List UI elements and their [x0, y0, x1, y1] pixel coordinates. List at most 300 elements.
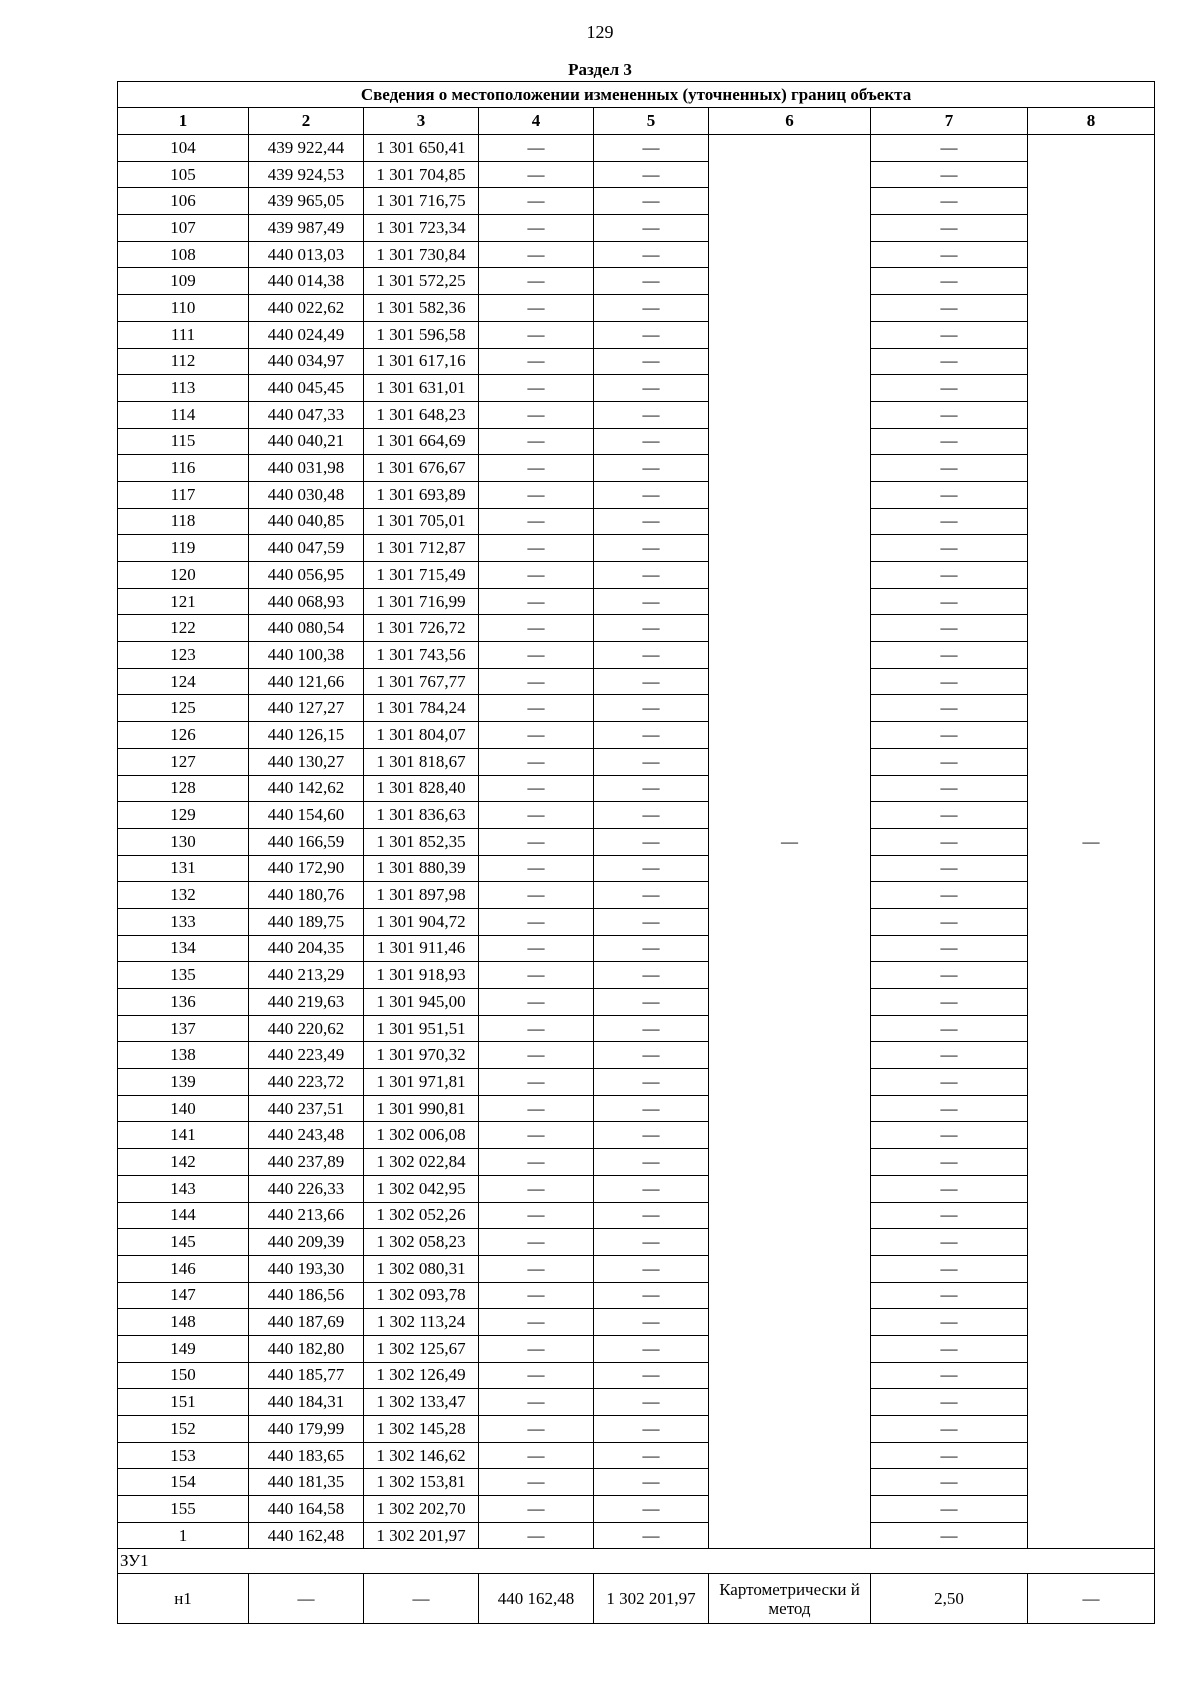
dash-cell: —	[479, 535, 594, 562]
point-number-cell: 136	[118, 989, 249, 1016]
point-number-cell: 141	[118, 1122, 249, 1149]
x-coordinate-cell: 440 031,98	[249, 455, 364, 482]
dash-cell: —	[479, 1175, 594, 1202]
column-number-4: 4	[479, 108, 594, 135]
y-coordinate-cell: 1 301 693,89	[364, 481, 479, 508]
last-row-cell-6: Картометрически й метод	[709, 1574, 871, 1624]
point-number-cell: 124	[118, 668, 249, 695]
x-coordinate-cell: 440 014,38	[249, 268, 364, 295]
dash-cell: —	[871, 828, 1028, 855]
point-number-cell: 134	[118, 935, 249, 962]
dash-cell: —	[871, 401, 1028, 428]
dash-cell: —	[479, 1362, 594, 1389]
table-row	[118, 1015, 1155, 1042]
dash-cell: —	[594, 161, 709, 188]
point-number-cell: 126	[118, 722, 249, 749]
table-row	[118, 1522, 1155, 1549]
x-coordinate-cell: 440 180,76	[249, 882, 364, 909]
table-row	[118, 642, 1155, 669]
dash-cell: —	[594, 1042, 709, 1069]
y-coordinate-cell: 1 301 676,67	[364, 455, 479, 482]
dash-cell: —	[479, 268, 594, 295]
dash-cell: —	[594, 989, 709, 1016]
dash-cell: —	[479, 428, 594, 455]
x-coordinate-cell: 440 154,60	[249, 802, 364, 829]
dash-cell: —	[594, 1229, 709, 1256]
dash-cell: —	[871, 1095, 1028, 1122]
y-coordinate-cell: 1 301 631,01	[364, 375, 479, 402]
y-coordinate-cell: 1 301 704,85	[364, 161, 479, 188]
point-number-cell: 130	[118, 828, 249, 855]
section-title: Раздел 3	[568, 60, 632, 79]
x-coordinate-cell: 440 030,48	[249, 481, 364, 508]
x-coordinate-cell: 440 162,48	[249, 1522, 364, 1549]
caption-row	[118, 82, 1155, 108]
y-coordinate-cell: 1 302 145,28	[364, 1416, 479, 1443]
point-number-cell: 110	[118, 295, 249, 322]
page-number: 129	[586, 22, 614, 42]
dash-cell: —	[479, 695, 594, 722]
dash-cell: —	[871, 428, 1028, 455]
table-row	[118, 775, 1155, 802]
x-coordinate-cell: 440 040,85	[249, 508, 364, 535]
dash-cell: —	[594, 855, 709, 882]
dash-cell: —	[479, 1389, 594, 1416]
dash-cell: —	[871, 1335, 1028, 1362]
point-number-cell: 140	[118, 1095, 249, 1122]
table-row	[118, 989, 1155, 1016]
table-row	[118, 1149, 1155, 1176]
table-row	[118, 908, 1155, 935]
point-number-cell: 146	[118, 1255, 249, 1282]
dash-cell: —	[479, 935, 594, 962]
dash-cell: —	[479, 1015, 594, 1042]
dash-cell: —	[871, 695, 1028, 722]
table-caption: Сведения о местоположении измененных (уточненных) границ объекта	[118, 82, 1155, 108]
dash-cell: —	[871, 1229, 1028, 1256]
point-number-cell: 150	[118, 1362, 249, 1389]
dash-cell: —	[594, 1069, 709, 1096]
dash-cell: —	[871, 295, 1028, 322]
x-coordinate-cell: 440 130,27	[249, 748, 364, 775]
dash-cell: —	[871, 1362, 1028, 1389]
dash-cell: —	[479, 321, 594, 348]
last-row-cell-4: 440 162,48	[479, 1574, 594, 1624]
y-coordinate-cell: 1 302 201,97	[364, 1522, 479, 1549]
dash-cell: —	[871, 668, 1028, 695]
dash-cell: —	[871, 1175, 1028, 1202]
point-number-cell: 105	[118, 161, 249, 188]
dash-cell: —	[479, 642, 594, 669]
table-row	[118, 321, 1155, 348]
dash-cell: —	[479, 1335, 594, 1362]
dash-cell: —	[594, 295, 709, 322]
dash-cell: —	[594, 882, 709, 909]
table-row	[118, 1069, 1155, 1096]
dash-cell: —	[479, 1416, 594, 1443]
dash-cell: —	[594, 642, 709, 669]
dash-cell: —	[871, 348, 1028, 375]
table-row	[118, 455, 1155, 482]
y-coordinate-cell: 1 301 743,56	[364, 642, 479, 669]
dash-cell: —	[479, 1069, 594, 1096]
table-row	[118, 215, 1155, 242]
last-point-row	[118, 1574, 1155, 1624]
dash-cell: —	[594, 1122, 709, 1149]
column-number-5: 5	[594, 108, 709, 135]
dash-cell: —	[594, 241, 709, 268]
y-coordinate-cell: 1 301 767,77	[364, 668, 479, 695]
y-coordinate-cell: 1 301 904,72	[364, 908, 479, 935]
point-number-cell: 128	[118, 775, 249, 802]
dash-cell: —	[479, 508, 594, 535]
dash-cell: —	[479, 562, 594, 589]
dash-cell: —	[479, 882, 594, 909]
y-coordinate-cell: 1 302 153,81	[364, 1469, 479, 1496]
dash-cell: —	[594, 1496, 709, 1523]
dash-cell: —	[871, 562, 1028, 589]
point-number-cell: 122	[118, 615, 249, 642]
dash-cell: —	[479, 161, 594, 188]
dash-cell: —	[871, 1015, 1028, 1042]
table-row	[118, 268, 1155, 295]
dash-cell: —	[594, 775, 709, 802]
x-coordinate-cell: 440 186,56	[249, 1282, 364, 1309]
table-row	[118, 161, 1155, 188]
last-row-cell-7: 2,50	[871, 1574, 1028, 1624]
table-row	[118, 748, 1155, 775]
point-number-cell: 133	[118, 908, 249, 935]
point-number-cell: 137	[118, 1015, 249, 1042]
dash-cell: —	[479, 1469, 594, 1496]
y-coordinate-cell: 1 301 726,72	[364, 615, 479, 642]
point-number-cell: 155	[118, 1496, 249, 1523]
x-coordinate-cell: 440 022,62	[249, 295, 364, 322]
point-number-cell: 123	[118, 642, 249, 669]
table-row	[118, 802, 1155, 829]
x-coordinate-cell: 440 024,49	[249, 321, 364, 348]
dash-cell: —	[871, 215, 1028, 242]
last-row-cell-2: —	[249, 1574, 364, 1624]
table-row	[118, 535, 1155, 562]
point-number-cell: 113	[118, 375, 249, 402]
table-row	[118, 1309, 1155, 1336]
table-row	[118, 1416, 1155, 1443]
x-coordinate-cell: 440 219,63	[249, 989, 364, 1016]
table-row	[118, 588, 1155, 615]
table-row	[118, 1175, 1155, 1202]
x-coordinate-cell: 440 182,80	[249, 1335, 364, 1362]
point-number-cell: 152	[118, 1416, 249, 1443]
dash-cell: —	[871, 535, 1028, 562]
dash-cell: —	[594, 1282, 709, 1309]
y-coordinate-cell: 1 302 022,84	[364, 1149, 479, 1176]
dash-cell: —	[871, 1255, 1028, 1282]
dash-cell: —	[479, 962, 594, 989]
table-row	[118, 428, 1155, 455]
dash-cell: —	[594, 481, 709, 508]
last-row-cell-8: —	[1028, 1574, 1155, 1624]
y-coordinate-cell: 1 302 126,49	[364, 1362, 479, 1389]
dash-cell: —	[594, 1469, 709, 1496]
dash-cell: —	[479, 188, 594, 215]
dash-cell: —	[594, 722, 709, 749]
dash-cell: —	[871, 935, 1028, 962]
x-coordinate-cell: 439 965,05	[249, 188, 364, 215]
x-coordinate-cell: 440 034,97	[249, 348, 364, 375]
point-number-cell: 108	[118, 241, 249, 268]
dash-cell: —	[871, 1496, 1028, 1523]
last-row-cell-3: —	[364, 1574, 479, 1624]
x-coordinate-cell: 440 226,33	[249, 1175, 364, 1202]
table-row	[118, 401, 1155, 428]
y-coordinate-cell: 1 301 730,84	[364, 241, 479, 268]
x-coordinate-cell: 440 179,99	[249, 1416, 364, 1443]
x-coordinate-cell: 440 209,39	[249, 1229, 364, 1256]
dash-cell: —	[871, 455, 1028, 482]
dash-cell: —	[594, 962, 709, 989]
dash-cell: —	[594, 562, 709, 589]
dash-cell: —	[594, 668, 709, 695]
table-row	[118, 1442, 1155, 1469]
dash-cell: —	[479, 295, 594, 322]
y-coordinate-cell: 1 301 836,63	[364, 802, 479, 829]
column-number-6: 6	[709, 108, 871, 135]
dash-cell: —	[871, 882, 1028, 909]
y-coordinate-cell: 1 301 572,25	[364, 268, 479, 295]
y-coordinate-cell: 1 301 712,87	[364, 535, 479, 562]
x-coordinate-cell: 440 164,58	[249, 1496, 364, 1523]
y-coordinate-cell: 1 301 897,98	[364, 882, 479, 909]
point-number-cell: 107	[118, 215, 249, 242]
y-coordinate-cell: 1 301 715,49	[364, 562, 479, 589]
dash-cell: —	[479, 1282, 594, 1309]
point-number-cell: 106	[118, 188, 249, 215]
dash-cell: —	[594, 1149, 709, 1176]
dash-cell: —	[871, 615, 1028, 642]
y-coordinate-cell: 1 301 582,36	[364, 295, 479, 322]
point-number-cell: 121	[118, 588, 249, 615]
point-number-cell: 151	[118, 1389, 249, 1416]
y-coordinate-cell: 1 301 784,24	[364, 695, 479, 722]
dash-cell: —	[871, 908, 1028, 935]
dash-cell: —	[594, 588, 709, 615]
dash-cell: —	[479, 135, 594, 162]
x-coordinate-cell: 440 243,48	[249, 1122, 364, 1149]
y-coordinate-cell: 1 302 125,67	[364, 1335, 479, 1362]
dash-cell: —	[479, 375, 594, 402]
dash-cell: —	[479, 1442, 594, 1469]
dash-cell: —	[594, 1335, 709, 1362]
dash-cell: —	[594, 1255, 709, 1282]
column-number-1: 1	[118, 108, 249, 135]
dash-cell: —	[871, 1522, 1028, 1549]
dash-cell: —	[594, 508, 709, 535]
x-coordinate-cell: 440 056,95	[249, 562, 364, 589]
dash-cell: —	[871, 642, 1028, 669]
column-8-merged-cell: —	[1028, 135, 1155, 1549]
table-row	[118, 1389, 1155, 1416]
dash-cell: —	[479, 455, 594, 482]
table-row	[118, 1469, 1155, 1496]
x-coordinate-cell: 440 183,65	[249, 1442, 364, 1469]
last-row-cell-5: 1 302 201,97	[594, 1574, 709, 1624]
dash-cell: —	[479, 1095, 594, 1122]
dash-cell: —	[594, 455, 709, 482]
dash-cell: —	[479, 1522, 594, 1549]
table-row	[118, 882, 1155, 909]
dash-cell: —	[594, 321, 709, 348]
dash-cell: —	[594, 828, 709, 855]
y-coordinate-cell: 1 301 918,93	[364, 962, 479, 989]
dash-cell: —	[594, 348, 709, 375]
y-coordinate-cell: 1 301 970,32	[364, 1042, 479, 1069]
y-coordinate-cell: 1 301 880,39	[364, 855, 479, 882]
dash-cell: —	[594, 1362, 709, 1389]
x-coordinate-cell: 440 100,38	[249, 642, 364, 669]
y-coordinate-cell: 1 301 705,01	[364, 508, 479, 535]
dash-cell: —	[871, 1282, 1028, 1309]
y-coordinate-cell: 1 302 080,31	[364, 1255, 479, 1282]
dash-cell: —	[871, 1309, 1028, 1336]
dash-cell: —	[871, 1389, 1028, 1416]
table-row	[118, 1335, 1155, 1362]
dash-cell: —	[594, 935, 709, 962]
table-row	[118, 1229, 1155, 1256]
dash-cell: —	[479, 401, 594, 428]
table-row	[118, 1202, 1155, 1229]
dash-cell: —	[479, 668, 594, 695]
dash-cell: —	[594, 188, 709, 215]
dash-cell: —	[871, 161, 1028, 188]
point-number-cell: 132	[118, 882, 249, 909]
dash-cell: —	[871, 241, 1028, 268]
dash-cell: —	[871, 775, 1028, 802]
y-coordinate-cell: 1 302 202,70	[364, 1496, 479, 1523]
table-row	[118, 562, 1155, 589]
x-coordinate-cell: 440 068,93	[249, 588, 364, 615]
table-row	[118, 722, 1155, 749]
y-coordinate-cell: 1 301 818,67	[364, 748, 479, 775]
dash-cell: —	[594, 1389, 709, 1416]
dash-cell: —	[594, 908, 709, 935]
column-6-merged-cell: —	[709, 135, 871, 1549]
dash-cell: —	[479, 1202, 594, 1229]
x-coordinate-cell: 440 213,29	[249, 962, 364, 989]
dash-cell: —	[594, 695, 709, 722]
x-coordinate-cell: 439 922,44	[249, 135, 364, 162]
x-coordinate-cell: 439 924,53	[249, 161, 364, 188]
table-row	[118, 668, 1155, 695]
y-coordinate-cell: 1 301 650,41	[364, 135, 479, 162]
group-row	[118, 1549, 1155, 1574]
point-number-cell: 131	[118, 855, 249, 882]
table-row	[118, 135, 1155, 162]
x-coordinate-cell: 440 204,35	[249, 935, 364, 962]
y-coordinate-cell: 1 302 133,47	[364, 1389, 479, 1416]
point-number-cell: 153	[118, 1442, 249, 1469]
y-coordinate-cell: 1 301 648,23	[364, 401, 479, 428]
dash-cell: —	[594, 375, 709, 402]
dash-cell: —	[594, 428, 709, 455]
table-row	[118, 1095, 1155, 1122]
x-coordinate-cell: 440 047,59	[249, 535, 364, 562]
dash-cell: —	[479, 775, 594, 802]
table-row	[118, 962, 1155, 989]
dash-cell: —	[594, 1015, 709, 1042]
column-number-7: 7	[871, 108, 1028, 135]
y-coordinate-cell: 1 301 911,46	[364, 935, 479, 962]
dash-cell: —	[871, 1042, 1028, 1069]
y-coordinate-cell: 1 302 006,08	[364, 1122, 479, 1149]
x-coordinate-cell: 440 080,54	[249, 615, 364, 642]
point-number-cell: 143	[118, 1175, 249, 1202]
table-row	[118, 1122, 1155, 1149]
dash-cell: —	[871, 1202, 1028, 1229]
x-coordinate-cell: 439 987,49	[249, 215, 364, 242]
x-coordinate-cell: 440 223,72	[249, 1069, 364, 1096]
dash-cell: —	[871, 748, 1028, 775]
dash-cell: —	[871, 855, 1028, 882]
point-number-cell: 142	[118, 1149, 249, 1176]
dash-cell: —	[594, 535, 709, 562]
table-row	[118, 348, 1155, 375]
table-row	[118, 188, 1155, 215]
dash-cell: —	[479, 1496, 594, 1523]
point-number-cell: 115	[118, 428, 249, 455]
dash-cell: —	[479, 802, 594, 829]
dash-cell: —	[479, 348, 594, 375]
point-number-cell: 104	[118, 135, 249, 162]
point-number-cell: 144	[118, 1202, 249, 1229]
point-number-cell: 119	[118, 535, 249, 562]
y-coordinate-cell: 1 301 617,16	[364, 348, 479, 375]
x-coordinate-cell: 440 040,21	[249, 428, 364, 455]
dash-cell: —	[871, 989, 1028, 1016]
column-number-2: 2	[249, 108, 364, 135]
dash-cell: —	[594, 1416, 709, 1443]
last-row-cell-1: н1	[118, 1574, 249, 1624]
y-coordinate-cell: 1 302 113,24	[364, 1309, 479, 1336]
table-row	[118, 508, 1155, 535]
dash-cell: —	[871, 962, 1028, 989]
dash-cell: —	[479, 989, 594, 1016]
x-coordinate-cell: 440 045,45	[249, 375, 364, 402]
table-row	[118, 1042, 1155, 1069]
table-row	[118, 855, 1155, 882]
y-coordinate-cell: 1 301 804,07	[364, 722, 479, 749]
x-coordinate-cell: 440 185,77	[249, 1362, 364, 1389]
x-coordinate-cell: 440 193,30	[249, 1255, 364, 1282]
dash-cell: —	[594, 401, 709, 428]
point-number-cell: 1	[118, 1522, 249, 1549]
dash-cell: —	[871, 588, 1028, 615]
dash-cell: —	[479, 1042, 594, 1069]
dash-cell: —	[594, 135, 709, 162]
column-number-row	[118, 108, 1155, 135]
dash-cell: —	[594, 215, 709, 242]
x-coordinate-cell: 440 220,62	[249, 1015, 364, 1042]
dash-cell: —	[594, 615, 709, 642]
table-row	[118, 1255, 1155, 1282]
column-number-8: 8	[1028, 108, 1155, 135]
point-number-cell: 138	[118, 1042, 249, 1069]
x-coordinate-cell: 440 121,66	[249, 668, 364, 695]
point-number-cell: 118	[118, 508, 249, 535]
x-coordinate-cell: 440 013,03	[249, 241, 364, 268]
dash-cell: —	[871, 188, 1028, 215]
point-number-cell: 111	[118, 321, 249, 348]
